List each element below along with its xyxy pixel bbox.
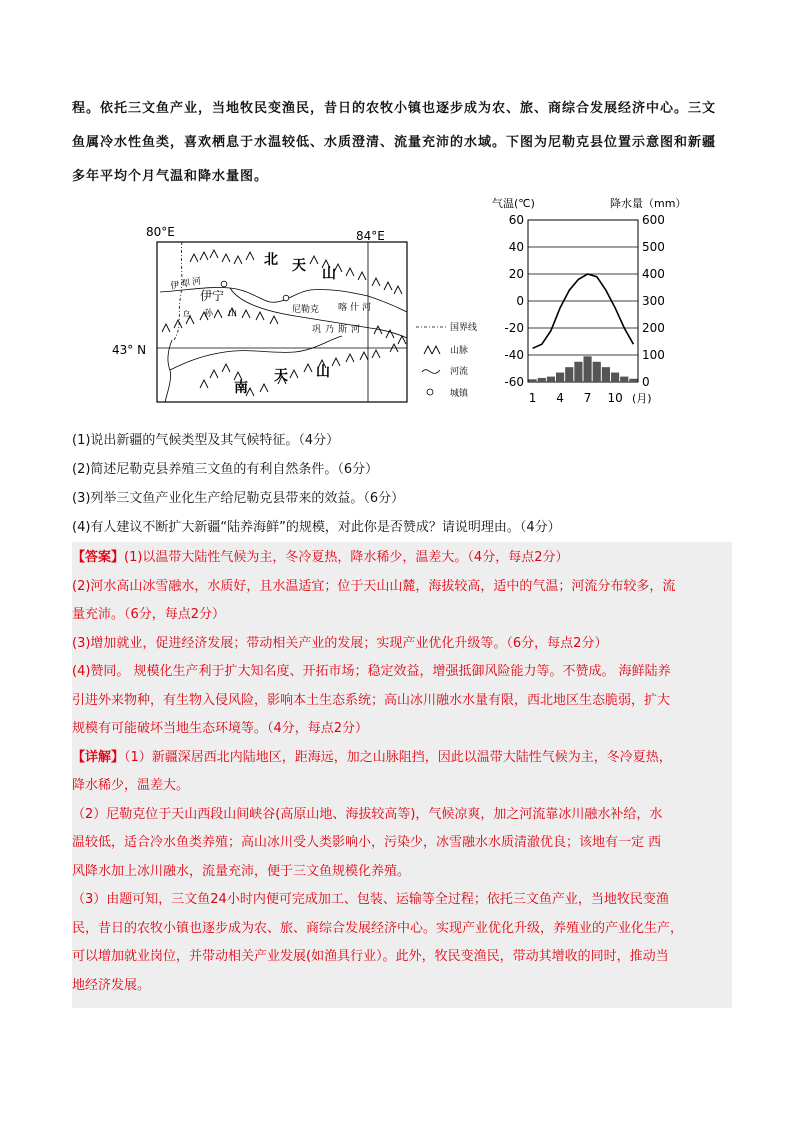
wusun-mountains xyxy=(162,308,406,352)
south-tianshan-mountains xyxy=(200,350,380,396)
precipitation-bar xyxy=(565,367,573,382)
precipitation-bars xyxy=(529,356,638,382)
lat-label: 43° N xyxy=(112,343,147,357)
left-tick-labels xyxy=(504,213,524,389)
detail-1-line-1: （1）新疆深居西北内陆地区，距海远，加之山脉阻挡，因此以温带大陆性气候为主，冬冷夏热， xyxy=(124,749,672,765)
detail-2-line-2: 温较低，适合冷水鱼类养殖；高山冰川受人类影响小，污染少，冰雪融水水质清澈优良；该地有一定 西 xyxy=(72,835,662,850)
detail-1-line-2: 降水稀少，温差大。 xyxy=(72,778,190,793)
right-axis-title: 降水量（mm） xyxy=(610,197,687,210)
left-tick-label: 60 xyxy=(508,213,524,227)
north-tianshan-char-1: 北 xyxy=(264,252,278,268)
answer-1: (1)以温带大陆性气候为主，冬冷夏热，降水稀少，温差大。（4分，每点2分） xyxy=(124,550,569,565)
answer-2-line-2: 量充沛。（6分，每点2分） xyxy=(72,607,226,622)
question-1: (1)说出新疆的气候类型及其气候特征。（4分） xyxy=(72,433,340,448)
south-tianshan-char-3: 山 xyxy=(316,364,330,380)
x-axis-unit: (月) xyxy=(632,392,652,405)
wusun-char-1: 乌 xyxy=(182,311,192,321)
yili-river-label: 伊犁河 xyxy=(169,276,205,292)
intro-line: 多年平均个月气温和降水量图。 xyxy=(72,169,269,184)
left-axis-title: 气温(℃) xyxy=(492,197,535,210)
yining-town-marker xyxy=(221,281,227,287)
nileke-town-marker xyxy=(283,295,289,301)
precipitation-bar xyxy=(602,367,610,382)
answer-section xyxy=(72,542,732,1008)
right-tick-label: 600 xyxy=(642,213,665,227)
intro-line: 鱼属冷水性鱼类，喜欢栖息于水温较低、水质澄清、流量充沛的水域。下图为尼勒克县位置示意图和新疆 xyxy=(72,135,717,150)
right-tick-label: 300 xyxy=(642,294,665,308)
location-map xyxy=(110,220,478,405)
left-tick-label: 0 xyxy=(516,294,524,308)
precipitation-bar xyxy=(556,373,564,382)
detail-tag: 【详解】 xyxy=(72,749,125,765)
right-tick-label: 500 xyxy=(642,240,665,254)
nileke-label: 尼勒克 xyxy=(292,305,320,315)
right-tick-label: 100 xyxy=(642,348,665,362)
map-legend xyxy=(416,321,477,399)
right-tick-label: 400 xyxy=(642,267,665,281)
north-tianshan-char-2: 天 xyxy=(292,258,306,274)
answer-4-line-2: 引进外来物种，有生物入侵风险，影响本土生态系统；高山冰川融水水量有限，西北地区生态脆弱，扩大 xyxy=(72,692,671,708)
detail-3-line-3: 可以增加就业岗位，并带动相关产业发展(如渔具行业）。此外，牧民变渔民，带动其增收的同时，推动当 xyxy=(72,949,669,964)
answer-line-1 xyxy=(72,544,732,573)
precipitation-bar xyxy=(574,362,582,382)
left-tick-label: 40 xyxy=(508,240,524,254)
right-tick-label: 0 xyxy=(642,375,650,389)
answer-4-line-3: 规模有可能破坏当地生态环境等。（4分，每点2分） xyxy=(72,721,369,736)
kash-river-label: 喀什河 xyxy=(338,303,375,313)
detail-2-line-3: 风降水加上冰川融水，流量充沛，便于三文鱼规模化养殖。 xyxy=(72,863,411,879)
lon-right-label: 84°E xyxy=(356,229,385,243)
south-tianshan-char-2: 天 xyxy=(274,368,288,384)
river-legend-symbol xyxy=(422,370,440,374)
left-tick-label: 20 xyxy=(508,267,524,281)
mountain-legend-symbol xyxy=(424,346,440,354)
right-tick-label: 200 xyxy=(642,321,665,335)
precipitation-bar xyxy=(593,362,601,382)
question-3: (3)列举三文鱼产业化生产给尼勒克县带来的效益。（6分） xyxy=(72,491,405,506)
x-tick-label: 7 xyxy=(583,391,592,405)
left-tick-label: -60 xyxy=(504,375,524,389)
question-4: (4)有人建议不断扩大新疆“陆养海鲜”的规模，对此你是否赞成？请说明理由。（4分） xyxy=(72,520,561,535)
detail-line-1 xyxy=(72,744,732,773)
question-2: (2)简述尼勒克县养殖三文鱼的有利自然条件。（6分） xyxy=(72,462,379,477)
precipitation-bar xyxy=(529,379,537,382)
precipitation-bar xyxy=(611,373,619,382)
intro-paragraph xyxy=(72,92,732,194)
river-legend-label: 河流 xyxy=(450,367,469,377)
lon-left-label: 80°E xyxy=(146,225,175,239)
town-legend-symbol xyxy=(427,389,433,395)
town-legend-label: 城镇 xyxy=(450,389,469,399)
precipitation-bar xyxy=(584,356,592,382)
detail-2-line-1: （2）尼勒克位于天山西段山间峡谷(高原山地、海拔较高等)，气候凉爽，加之河流靠冰川融水补给，水 xyxy=(72,806,663,822)
temperature-line xyxy=(533,274,634,348)
intro-line: 程。依托三文鱼产业，当地牧民变渔民，昔日的农牧小镇也逐步成为农、旅、商综合发展经济中心。三文 xyxy=(72,101,717,116)
precipitation-bar xyxy=(547,377,555,382)
detail-3-line-4: 地经济发展。 xyxy=(72,977,151,993)
climate-chart xyxy=(480,190,720,410)
yining-label: 伊宁 xyxy=(200,289,225,303)
answer-2-line-1: (2)河水高山冰雪融水，水质好，且水温适宜；位于天山山麓，海拔较高，适中的气温；河流分布较多，流 xyxy=(72,578,676,594)
x-tick-label: 10 xyxy=(607,391,623,405)
precipitation-bar xyxy=(538,378,546,382)
south-tianshan-char-1: 南 xyxy=(234,380,248,396)
answer-4-line-1: (4)赞同。 规模化生产利于扩大知名度、开拓市场；稳定效益，增强抵御风险能力等。不赞成。 海鲜陆养 xyxy=(72,664,671,679)
border-legend-label: 国界线 xyxy=(450,323,478,333)
left-tick-label: -40 xyxy=(504,348,524,362)
questions xyxy=(72,426,732,542)
wusun-char-2: 孙 xyxy=(204,309,214,319)
mountain-legend-label: 山脉 xyxy=(450,346,469,356)
x-tick-label: 1 xyxy=(528,391,537,405)
x-tick-labels xyxy=(529,391,623,405)
x-tick-label: 4 xyxy=(556,391,564,405)
north-tianshan-char-3: 山 xyxy=(322,266,336,282)
precipitation-bar xyxy=(629,379,637,382)
wusun-char-3: 山 xyxy=(228,309,238,319)
answer-3: (3)增加就业，促进经济发展；带动相关产业的发展；实现产业优化升级等。（6分，每点2分） xyxy=(72,635,608,651)
detail-3-line-1: （3）由题可知，三文鱼24小时内便可完成加工、包装、运输等全过程；依托三文鱼产业，当地牧民变渔 xyxy=(72,892,669,907)
gongnaisi-river-label: 巩乃斯河 xyxy=(312,325,365,335)
chart-grid xyxy=(528,220,638,382)
precipitation-bar xyxy=(620,377,628,382)
detail-3-line-2: 民，昔日的农牧小镇也逐步成为农、旅、商综合发展经济中心。实现产业优化升级，养殖业的产业化生产， xyxy=(72,920,684,936)
right-tick-labels xyxy=(642,213,665,389)
answer-tag: 【答案】 xyxy=(72,550,125,565)
left-tick-label: -20 xyxy=(504,321,524,335)
